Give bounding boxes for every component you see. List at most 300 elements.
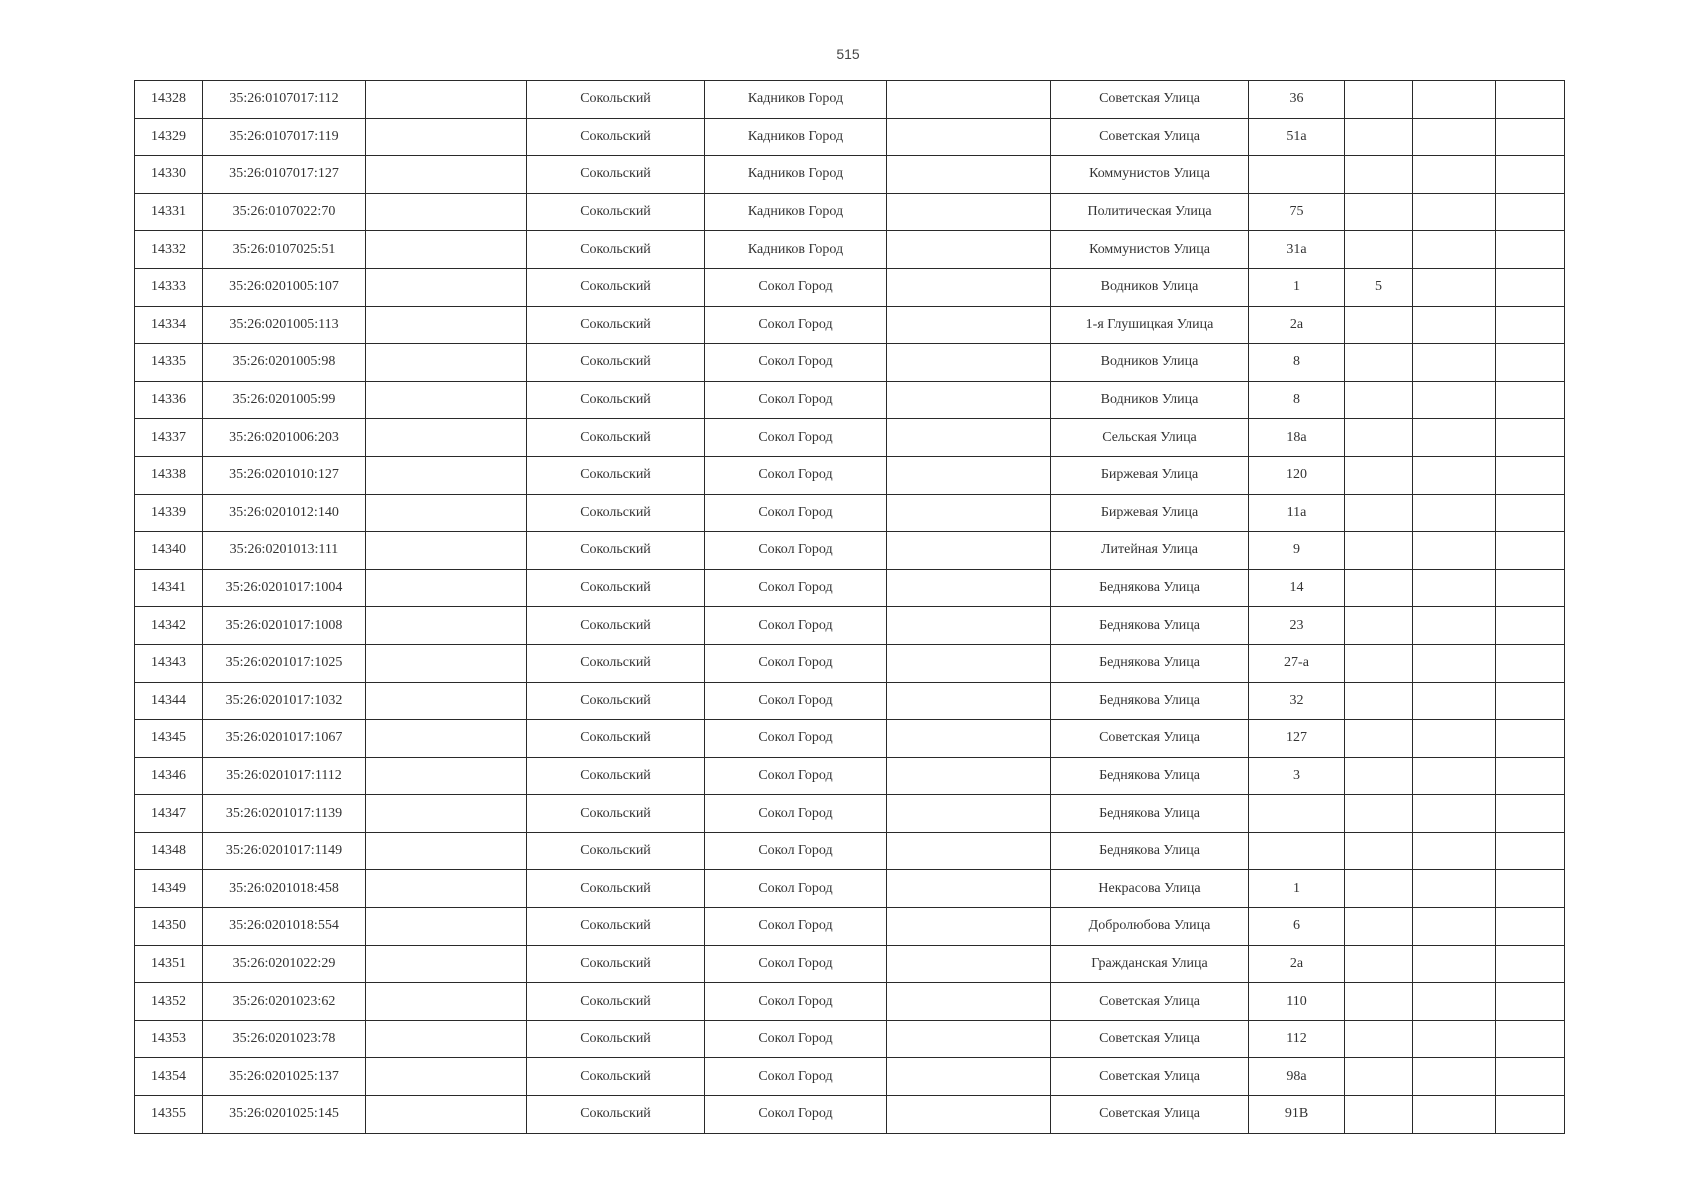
extra-cell — [1413, 795, 1496, 833]
extra-cell — [1345, 118, 1413, 156]
empty-cell — [366, 945, 527, 983]
locality-cell: Кадников Город — [705, 81, 887, 119]
empty-cell — [366, 118, 527, 156]
house-number-cell: 3 — [1249, 757, 1345, 795]
street-cell: Советская Улица — [1051, 81, 1249, 119]
row-number-cell: 14352 — [135, 983, 203, 1021]
extra-cell — [1413, 1058, 1496, 1096]
empty-cell — [887, 1096, 1051, 1134]
table-row — [135, 607, 1565, 645]
registry-table — [134, 80, 1565, 1134]
house-number-cell: 2а — [1249, 945, 1345, 983]
empty-cell — [366, 757, 527, 795]
extra-cell — [1345, 607, 1413, 645]
extra-cell — [1496, 494, 1565, 532]
empty-cell — [887, 908, 1051, 946]
district-cell: Сокольский — [527, 381, 705, 419]
empty-cell — [887, 118, 1051, 156]
extra-cell — [1413, 569, 1496, 607]
house-number-cell: 8 — [1249, 381, 1345, 419]
extra-cell — [1496, 231, 1565, 269]
district-cell: Сокольский — [527, 1020, 705, 1058]
locality-cell: Кадников Город — [705, 118, 887, 156]
street-cell: Некрасова Улица — [1051, 870, 1249, 908]
cadastral-number-cell: 35:26:0201005:99 — [203, 381, 366, 419]
empty-cell — [366, 231, 527, 269]
house-number-cell: 51а — [1249, 118, 1345, 156]
street-cell: Беднякова Улица — [1051, 757, 1249, 795]
extra-cell — [1496, 983, 1565, 1021]
house-number-cell: 18а — [1249, 419, 1345, 457]
row-number-cell: 14344 — [135, 682, 203, 720]
house-number-cell: 91В — [1249, 1096, 1345, 1134]
empty-cell — [366, 1020, 527, 1058]
extra-cell — [1496, 1096, 1565, 1134]
locality-cell: Сокол Город — [705, 456, 887, 494]
street-cell: Советская Улица — [1051, 1058, 1249, 1096]
extra-cell — [1496, 268, 1565, 306]
cadastral-number-cell: 35:26:0201023:78 — [203, 1020, 366, 1058]
row-number-cell: 14330 — [135, 156, 203, 194]
house-number-cell: 31а — [1249, 231, 1345, 269]
district-cell: Сокольский — [527, 908, 705, 946]
district-cell: Сокольский — [527, 644, 705, 682]
empty-cell — [366, 344, 527, 382]
extra-cell — [1345, 456, 1413, 494]
cadastral-number-cell: 35:26:0201022:29 — [203, 945, 366, 983]
empty-cell — [366, 1058, 527, 1096]
district-cell: Сокольский — [527, 156, 705, 194]
extra-cell — [1496, 456, 1565, 494]
extra-cell — [1496, 832, 1565, 870]
extra-cell — [1413, 720, 1496, 758]
district-cell: Сокольский — [527, 757, 705, 795]
empty-cell — [887, 1058, 1051, 1096]
district-cell: Сокольский — [527, 344, 705, 382]
district-cell: Сокольский — [527, 720, 705, 758]
page-number: 515 — [836, 46, 860, 62]
extra-cell — [1496, 344, 1565, 382]
row-number-cell: 14329 — [135, 118, 203, 156]
empty-cell — [887, 231, 1051, 269]
extra-cell — [1413, 419, 1496, 457]
district-cell: Сокольский — [527, 945, 705, 983]
table-row — [135, 1020, 1565, 1058]
empty-cell — [366, 306, 527, 344]
table-row — [135, 381, 1565, 419]
row-number-cell: 14342 — [135, 607, 203, 645]
extra-cell — [1413, 156, 1496, 194]
extra-cell — [1413, 757, 1496, 795]
empty-cell — [887, 870, 1051, 908]
extra-cell — [1413, 118, 1496, 156]
empty-cell — [887, 682, 1051, 720]
table-row — [135, 757, 1565, 795]
row-number-cell: 14346 — [135, 757, 203, 795]
extra-cell — [1413, 908, 1496, 946]
empty-cell — [366, 870, 527, 908]
row-number-cell: 14351 — [135, 945, 203, 983]
extra-cell — [1496, 81, 1565, 119]
street-cell: Биржевая Улица — [1051, 494, 1249, 532]
extra-cell — [1413, 644, 1496, 682]
cadastral-number-cell: 35:26:0201017:1004 — [203, 569, 366, 607]
locality-cell: Сокол Город — [705, 720, 887, 758]
extra-cell — [1345, 983, 1413, 1021]
district-cell: Сокольский — [527, 870, 705, 908]
street-cell: Беднякова Улица — [1051, 569, 1249, 607]
district-cell: Сокольский — [527, 306, 705, 344]
table-row — [135, 193, 1565, 231]
street-cell: Советская Улица — [1051, 983, 1249, 1021]
street-cell: Беднякова Улица — [1051, 682, 1249, 720]
row-number-cell: 14340 — [135, 532, 203, 570]
cadastral-number-cell: 35:26:0201012:140 — [203, 494, 366, 532]
table-row — [135, 795, 1565, 833]
table-row — [135, 81, 1565, 119]
extra-cell — [1345, 908, 1413, 946]
cadastral-number-cell: 35:26:0201017:1149 — [203, 832, 366, 870]
cadastral-number-cell: 35:26:0107022:70 — [203, 193, 366, 231]
extra-cell — [1345, 156, 1413, 194]
locality-cell: Сокол Город — [705, 682, 887, 720]
extra-cell — [1345, 832, 1413, 870]
empty-cell — [887, 983, 1051, 1021]
locality-cell: Сокол Город — [705, 983, 887, 1021]
locality-cell: Сокол Город — [705, 945, 887, 983]
locality-cell: Кадников Город — [705, 193, 887, 231]
extra-cell — [1496, 682, 1565, 720]
table-row — [135, 945, 1565, 983]
district-cell: Сокольский — [527, 1058, 705, 1096]
empty-cell — [366, 156, 527, 194]
table-row — [135, 682, 1565, 720]
district-cell: Сокольский — [527, 419, 705, 457]
street-cell: Добролюбова Улица — [1051, 908, 1249, 946]
cadastral-number-cell: 35:26:0107025:51 — [203, 231, 366, 269]
cadastral-number-cell: 35:26:0201023:62 — [203, 983, 366, 1021]
table-row — [135, 644, 1565, 682]
house-number-cell: 120 — [1249, 456, 1345, 494]
empty-cell — [887, 720, 1051, 758]
table-row — [135, 268, 1565, 306]
district-cell: Сокольский — [527, 983, 705, 1021]
district-cell: Сокольский — [527, 456, 705, 494]
cadastral-number-cell: 35:26:0201005:113 — [203, 306, 366, 344]
row-number-cell: 14353 — [135, 1020, 203, 1058]
empty-cell — [887, 1020, 1051, 1058]
extra-cell — [1345, 231, 1413, 269]
extra-cell — [1496, 1020, 1565, 1058]
locality-cell: Сокол Город — [705, 268, 887, 306]
row-number-cell: 14336 — [135, 381, 203, 419]
district-cell: Сокольский — [527, 81, 705, 119]
extra-cell — [1413, 607, 1496, 645]
extra-cell — [1345, 870, 1413, 908]
empty-cell — [887, 419, 1051, 457]
locality-cell: Сокол Город — [705, 494, 887, 532]
row-number-cell: 14328 — [135, 81, 203, 119]
row-number-cell: 14332 — [135, 231, 203, 269]
empty-cell — [887, 344, 1051, 382]
table-row — [135, 1058, 1565, 1096]
empty-cell — [887, 945, 1051, 983]
table-row — [135, 1096, 1565, 1134]
locality-cell: Сокол Город — [705, 832, 887, 870]
street-cell: Политическая Улица — [1051, 193, 1249, 231]
table-row — [135, 832, 1565, 870]
locality-cell: Сокол Город — [705, 1096, 887, 1134]
extra-cell — [1345, 1096, 1413, 1134]
house-number-cell: 32 — [1249, 682, 1345, 720]
district-cell: Сокольский — [527, 193, 705, 231]
extra-cell — [1496, 870, 1565, 908]
extra-cell — [1413, 532, 1496, 570]
district-cell: Сокольский — [527, 1096, 705, 1134]
street-cell: Советская Улица — [1051, 1096, 1249, 1134]
extra-cell — [1496, 532, 1565, 570]
extra-cell — [1345, 81, 1413, 119]
locality-cell: Сокол Город — [705, 870, 887, 908]
extra-cell — [1413, 494, 1496, 532]
cadastral-number-cell: 35:26:0201005:107 — [203, 268, 366, 306]
extra-cell — [1345, 682, 1413, 720]
extra-cell — [1413, 193, 1496, 231]
extra-cell — [1345, 720, 1413, 758]
table-row — [135, 231, 1565, 269]
street-cell: Литейная Улица — [1051, 532, 1249, 570]
district-cell: Сокольский — [527, 795, 705, 833]
cadastral-number-cell: 35:26:0201017:1025 — [203, 644, 366, 682]
extra-cell — [1413, 1020, 1496, 1058]
cadastral-number-cell: 35:26:0201013:111 — [203, 532, 366, 570]
extra-cell — [1345, 193, 1413, 231]
house-number-cell: 98а — [1249, 1058, 1345, 1096]
house-number-cell: 6 — [1249, 908, 1345, 946]
cadastral-number-cell: 35:26:0201017:1067 — [203, 720, 366, 758]
house-number-cell: 9 — [1249, 532, 1345, 570]
extra-cell — [1413, 268, 1496, 306]
row-number-cell: 14338 — [135, 456, 203, 494]
empty-cell — [887, 381, 1051, 419]
table-row — [135, 870, 1565, 908]
district-cell: Сокольский — [527, 569, 705, 607]
extra-cell — [1413, 306, 1496, 344]
cadastral-number-cell: 35:26:0201005:98 — [203, 344, 366, 382]
table-row — [135, 494, 1565, 532]
empty-cell — [366, 193, 527, 231]
house-number-cell — [1249, 795, 1345, 833]
row-number-cell: 14337 — [135, 419, 203, 457]
empty-cell — [366, 682, 527, 720]
empty-cell — [887, 156, 1051, 194]
extra-cell — [1496, 569, 1565, 607]
locality-cell: Кадников Город — [705, 231, 887, 269]
locality-cell: Сокол Город — [705, 908, 887, 946]
extra-cell — [1413, 983, 1496, 1021]
street-cell: Советская Улица — [1051, 118, 1249, 156]
street-cell: Биржевая Улица — [1051, 456, 1249, 494]
extra-cell — [1496, 607, 1565, 645]
extra-cell — [1413, 1096, 1496, 1134]
row-number-cell: 14345 — [135, 720, 203, 758]
empty-cell — [366, 419, 527, 457]
table-row — [135, 156, 1565, 194]
table-row — [135, 908, 1565, 946]
empty-cell — [366, 494, 527, 532]
house-number-cell: 36 — [1249, 81, 1345, 119]
extra-cell — [1496, 945, 1565, 983]
house-number-cell — [1249, 832, 1345, 870]
cadastral-number-cell: 35:26:0201010:127 — [203, 456, 366, 494]
street-cell: Беднякова Улица — [1051, 607, 1249, 645]
locality-cell: Сокол Город — [705, 419, 887, 457]
table-row — [135, 419, 1565, 457]
cadastral-number-cell: 35:26:0201018:554 — [203, 908, 366, 946]
district-cell: Сокольский — [527, 532, 705, 570]
extra-cell — [1496, 1058, 1565, 1096]
table-row — [135, 118, 1565, 156]
locality-cell: Сокол Город — [705, 795, 887, 833]
street-cell: Коммунистов Улица — [1051, 156, 1249, 194]
street-cell: Советская Улица — [1051, 1020, 1249, 1058]
cadastral-number-cell: 35:26:0107017:112 — [203, 81, 366, 119]
street-cell: Водников Улица — [1051, 381, 1249, 419]
house-number-cell: 2а — [1249, 306, 1345, 344]
extra-cell — [1345, 569, 1413, 607]
table-row — [135, 344, 1565, 382]
extra-cell — [1413, 344, 1496, 382]
extra-cell — [1345, 532, 1413, 570]
extra-cell — [1345, 306, 1413, 344]
row-number-cell: 14343 — [135, 644, 203, 682]
table-row — [135, 532, 1565, 570]
extra-cell — [1345, 795, 1413, 833]
street-cell: Советская Улица — [1051, 720, 1249, 758]
district-cell: Сокольский — [527, 494, 705, 532]
table-row — [135, 306, 1565, 344]
extra-cell — [1345, 1058, 1413, 1096]
extra-cell — [1496, 306, 1565, 344]
extra-cell — [1496, 156, 1565, 194]
extra-cell — [1345, 494, 1413, 532]
extra-cell — [1345, 644, 1413, 682]
district-cell: Сокольский — [527, 231, 705, 269]
row-number-cell: 14339 — [135, 494, 203, 532]
empty-cell — [887, 532, 1051, 570]
extra-cell — [1413, 381, 1496, 419]
empty-cell — [887, 832, 1051, 870]
street-cell: Беднякова Улица — [1051, 795, 1249, 833]
locality-cell: Сокол Город — [705, 1020, 887, 1058]
empty-cell — [366, 532, 527, 570]
extra-cell — [1413, 231, 1496, 269]
cadastral-number-cell: 35:26:0201017:1008 — [203, 607, 366, 645]
empty-cell — [887, 569, 1051, 607]
empty-cell — [366, 720, 527, 758]
extra-cell — [1496, 720, 1565, 758]
street-cell: Водников Улица — [1051, 344, 1249, 382]
extra-cell — [1345, 1020, 1413, 1058]
extra-cell — [1345, 945, 1413, 983]
cadastral-number-cell: 35:26:0201017:1139 — [203, 795, 366, 833]
street-cell: Беднякова Улица — [1051, 832, 1249, 870]
locality-cell: Сокол Город — [705, 569, 887, 607]
empty-cell — [366, 607, 527, 645]
row-number-cell: 14348 — [135, 832, 203, 870]
empty-cell — [887, 81, 1051, 119]
cadastral-number-cell: 35:26:0201025:145 — [203, 1096, 366, 1134]
row-number-cell: 14341 — [135, 569, 203, 607]
locality-cell: Сокол Город — [705, 344, 887, 382]
locality-cell: Сокол Город — [705, 757, 887, 795]
locality-cell: Сокол Город — [705, 607, 887, 645]
district-cell: Сокольский — [527, 118, 705, 156]
table-row — [135, 983, 1565, 1021]
empty-cell — [887, 607, 1051, 645]
empty-cell — [366, 81, 527, 119]
empty-cell — [366, 1096, 527, 1134]
extra-cell — [1345, 344, 1413, 382]
empty-cell — [366, 983, 527, 1021]
row-number-cell: 14333 — [135, 268, 203, 306]
cadastral-number-cell: 35:26:0107017:127 — [203, 156, 366, 194]
district-cell: Сокольский — [527, 607, 705, 645]
empty-cell — [887, 795, 1051, 833]
empty-cell — [366, 644, 527, 682]
empty-cell — [887, 757, 1051, 795]
empty-cell — [366, 456, 527, 494]
empty-cell — [366, 832, 527, 870]
street-cell: Коммунистов Улица — [1051, 231, 1249, 269]
house-number-cell: 1 — [1249, 870, 1345, 908]
row-number-cell: 14355 — [135, 1096, 203, 1134]
cadastral-number-cell: 35:26:0201018:458 — [203, 870, 366, 908]
house-number-cell: 14 — [1249, 569, 1345, 607]
house-number-cell: 127 — [1249, 720, 1345, 758]
street-cell: Водников Улица — [1051, 268, 1249, 306]
extra-cell — [1413, 870, 1496, 908]
house-number-cell: 1 — [1249, 268, 1345, 306]
empty-cell — [366, 569, 527, 607]
table-row — [135, 569, 1565, 607]
locality-cell: Сокол Город — [705, 306, 887, 344]
house-number-cell: 8 — [1249, 344, 1345, 382]
extra-cell — [1413, 81, 1496, 119]
extra-cell — [1496, 795, 1565, 833]
extra-cell — [1413, 945, 1496, 983]
extra-cell — [1413, 682, 1496, 720]
empty-cell — [366, 268, 527, 306]
house-number-cell: 27-а — [1249, 644, 1345, 682]
extra-cell — [1496, 381, 1565, 419]
locality-cell: Сокол Город — [705, 1058, 887, 1096]
extra-cell — [1345, 757, 1413, 795]
street-cell: Гражданская Улица — [1051, 945, 1249, 983]
house-number-cell: 75 — [1249, 193, 1345, 231]
extra-cell — [1496, 118, 1565, 156]
district-cell: Сокольский — [527, 832, 705, 870]
table-row — [135, 720, 1565, 758]
locality-cell: Сокол Город — [705, 644, 887, 682]
extra-cell — [1413, 456, 1496, 494]
extra-cell — [1345, 381, 1413, 419]
row-number-cell: 14349 — [135, 870, 203, 908]
row-number-cell: 14354 — [135, 1058, 203, 1096]
district-cell: Сокольский — [527, 268, 705, 306]
empty-cell — [366, 795, 527, 833]
district-cell: Сокольский — [527, 682, 705, 720]
